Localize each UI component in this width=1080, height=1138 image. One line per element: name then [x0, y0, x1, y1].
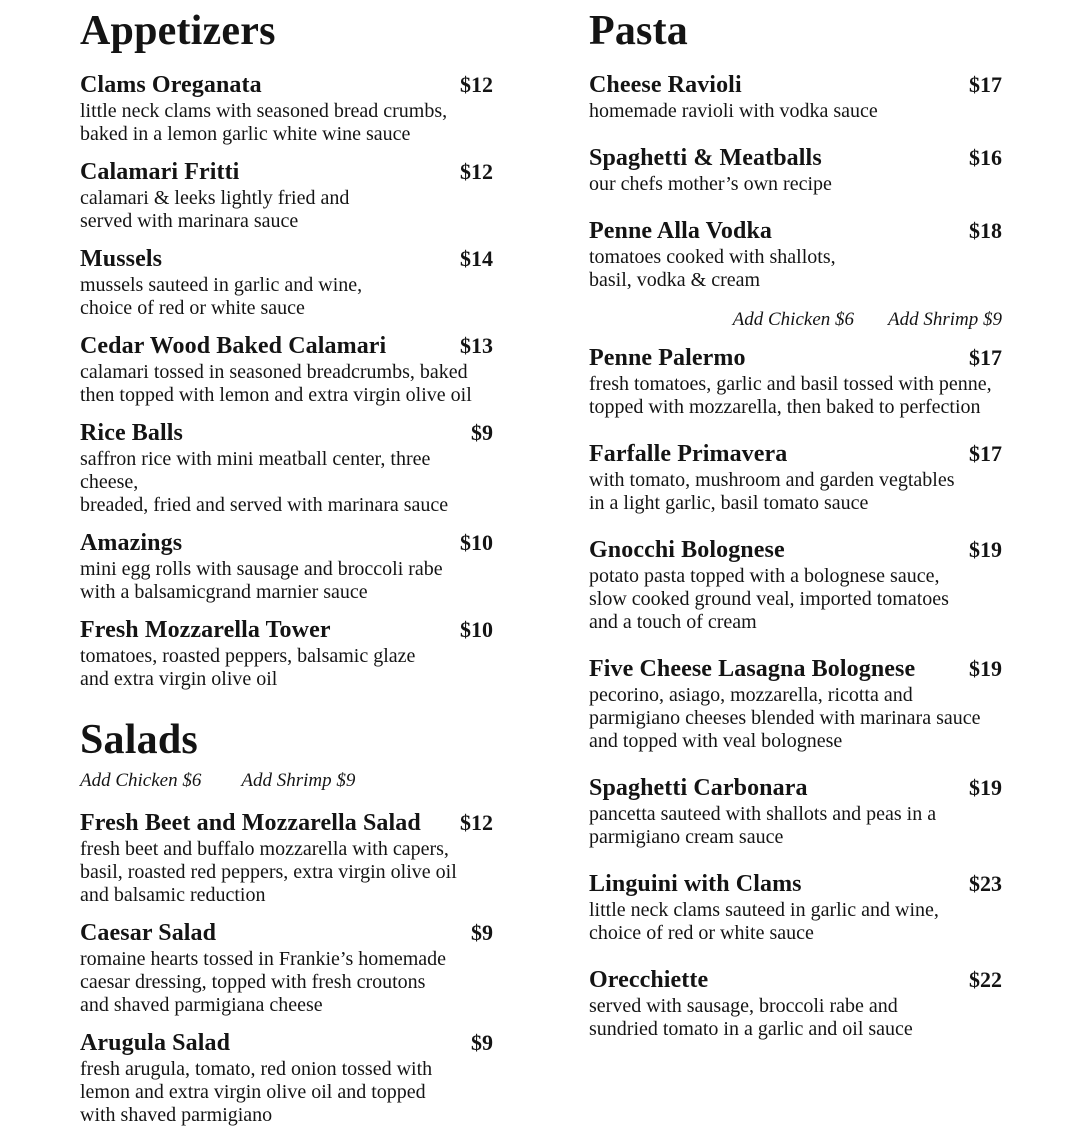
section-title: Salads	[80, 716, 198, 763]
menu-item-header	[589, 535, 1002, 565]
menu-item-description-line: mussels sauteed in garlic and wine,	[80, 273, 363, 296]
menu-item-arugula-salad	[80, 1028, 493, 1127]
menu-item-description-line: calamari tossed in seasoned breadcrumbs, baked	[80, 360, 468, 383]
menu-item-name: Spaghetti Carbonara	[589, 774, 808, 801]
menu-item-header	[80, 808, 493, 838]
menu-item-description	[589, 899, 1002, 945]
addons-note	[589, 308, 1002, 331]
menu-item-price: $10	[460, 616, 493, 642]
menu-item-description-line: parmigiano cheeses blended with marinara sauce	[589, 706, 981, 729]
menu-item-description-line: choice of red or white sauce	[80, 296, 305, 319]
menu-item-rice-balls	[80, 418, 493, 517]
menu-item-description-line: tomatoes cooked with shallots,	[589, 245, 836, 268]
menu-item-header	[80, 918, 493, 948]
menu-item-price: $17	[969, 71, 1002, 97]
addons-note-part: Add Chicken $6	[732, 308, 854, 330]
menu-item-linguini-with-clams	[589, 869, 1002, 945]
menu-item-header	[589, 439, 1002, 469]
menu-item-description-line: and a touch of cream	[589, 610, 757, 633]
menu-item-clams-oreganata	[80, 70, 493, 146]
menu-item-name: Arugula Salad	[80, 1029, 231, 1056]
menu-item-description-line: mini egg rolls with sausage and broccoli rabe	[80, 557, 443, 580]
menu-item-description-line: choice of red or white sauce	[589, 921, 814, 944]
menu-item-description-line: romaine hearts tossed in Frankie’s homemade	[80, 947, 447, 970]
menu-item-description	[589, 995, 1002, 1041]
menu-item-description-line: potato pasta topped with a bolognese sauce,	[589, 564, 940, 587]
menu-item-description-line: caesar dressing, topped with fresh croutons	[80, 970, 426, 993]
menu-item-header	[80, 528, 493, 558]
menu-item-header	[80, 615, 493, 645]
menu-item-description	[80, 948, 493, 1017]
menu-item-description-line: served with sausage, broccoli rabe and	[589, 994, 898, 1017]
menu-item-penne-palermo	[589, 343, 1002, 419]
section-salads	[80, 717, 493, 1127]
menu-item-description	[589, 469, 1002, 515]
menu-item-price: $12	[460, 71, 493, 97]
menu-item-price: $22	[969, 966, 1002, 992]
menu-item-description	[80, 274, 493, 320]
menu-item-header	[80, 418, 493, 448]
menu-item-gnocchi-bolognese	[589, 535, 1002, 634]
section-appetizers	[80, 8, 493, 691]
menu-item-description	[589, 246, 1002, 292]
menu-item-name: Gnocchi Bolognese	[589, 536, 785, 563]
menu-item-name: Cedar Wood Baked Calamari	[80, 332, 387, 359]
menu-item-description	[80, 448, 493, 517]
menu-item-price: $17	[969, 344, 1002, 370]
menu-item-description-line: with tomato, mushroom and garden vegtables	[589, 468, 955, 491]
menu-item-name: Orecchiette	[589, 966, 709, 993]
menu-item-farfalle-primavera	[589, 439, 1002, 515]
menu-item-description-line: with a balsamicgrand marnier sauce	[80, 580, 368, 603]
menu-item-description-line: topped with mozzarella, then baked to perfection	[589, 395, 981, 418]
section-pasta	[589, 8, 1002, 1041]
menu-item-description-line: homemade ravioli with vodka sauce	[589, 99, 878, 122]
menu-item-penne-alla-vodka	[589, 216, 1002, 292]
menu-item-spaghetti-carbonara	[589, 773, 1002, 849]
menu-item-name: Caesar Salad	[80, 919, 217, 946]
menu-item-cedar-wood-baked-calamari	[80, 331, 493, 407]
menu-item-price: $14	[460, 245, 493, 271]
addons-note-part: Add Chicken $6	[80, 769, 202, 791]
menu-item-price: $9	[471, 419, 493, 445]
menu-item-name: Farfalle Primavera	[589, 440, 788, 467]
menu-item-name: Spaghetti & Meatballs	[589, 144, 822, 171]
menu-item-description-line: little neck clams with seasoned bread crumbs,	[80, 99, 448, 122]
menu-item-price: $19	[969, 655, 1002, 681]
addons-note	[80, 769, 493, 792]
menu-item-header	[80, 244, 493, 274]
menu-item-price: $16	[969, 144, 1002, 170]
menu-item-description-line: basil, roasted red peppers, extra virgin olive oil	[80, 860, 457, 883]
menu-item-name: Five Cheese Lasagna Bolognese	[589, 655, 916, 682]
menu-item-price: $12	[460, 158, 493, 184]
menu-item-description-line: and balsamic reduction	[80, 883, 266, 906]
menu-item-name: Amazings	[80, 529, 183, 556]
menu-item-name: Cheese Ravioli	[589, 71, 742, 98]
menu-item-header	[589, 343, 1002, 373]
menu-item-description-line: with shaved parmigiano	[80, 1103, 273, 1126]
addons-note-part: Add Shrimp $9	[241, 769, 356, 791]
menu-item-name: Penne Alla Vodka	[589, 217, 772, 244]
menu-item-description	[589, 373, 1002, 419]
menu-item-description-line: and topped with veal bolognese	[589, 729, 843, 752]
menu-item-description-line: fresh tomatoes, garlic and basil tossed with penne,	[589, 372, 992, 395]
menu-item-description	[80, 1058, 493, 1127]
menu-item-description-line: little neck clams sauteed in garlic and wine,	[589, 898, 939, 921]
menu-item-price: $9	[471, 1029, 493, 1055]
menu-item-description-line: lemon and extra virgin olive oil and topped	[80, 1080, 426, 1103]
menu-item-price: $10	[460, 529, 493, 555]
menu-item-caesar-salad	[80, 918, 493, 1017]
menu-item-description-line: our chefs mother’s own recipe	[589, 172, 832, 195]
menu-item-name: Fresh Beet and Mozzarella Salad	[80, 809, 421, 836]
menu-item-price: $9	[471, 919, 493, 945]
menu-item-amazings	[80, 528, 493, 604]
menu-item-description-line: slow cooked ground veal, imported tomatoes	[589, 587, 949, 610]
menu-item-header	[80, 157, 493, 187]
menu-column-2	[589, 8, 1002, 1061]
menu-columns	[80, 8, 1002, 1138]
menu-item-description-line: fresh arugula, tomato, red onion tossed with	[80, 1057, 433, 1080]
menu-item-price: $18	[969, 217, 1002, 243]
menu-item-header	[80, 331, 493, 361]
menu-item-name: Calamari Fritti	[80, 158, 240, 185]
menu-item-description-line: in a light garlic, basil tomato sauce	[589, 491, 869, 514]
menu-item-spaghetti-meatballs	[589, 143, 1002, 196]
menu-item-price: $19	[969, 536, 1002, 562]
menu-item-price: $13	[460, 332, 493, 358]
menu-item-description	[80, 100, 493, 146]
menu-item-description	[589, 684, 1002, 753]
menu-item-name: Fresh Mozzarella Tower	[80, 616, 331, 643]
menu-item-header	[589, 143, 1002, 173]
menu-item-header	[80, 1028, 493, 1058]
menu-item-description-line: saffron rice with mini meatball center, three cheese,	[80, 447, 431, 493]
section-title: Appetizers	[80, 8, 276, 54]
menu-item-description-line: and shaved parmigiana cheese	[80, 993, 323, 1016]
menu-item-description-line: then topped with lemon and extra virgin olive oil	[80, 383, 472, 406]
section-title: Pasta	[589, 8, 688, 54]
menu-item-calamari-fritti	[80, 157, 493, 233]
menu-item-description	[80, 558, 493, 604]
menu-item-description-line: breaded, fried and served with marinara sauce	[80, 493, 449, 516]
menu-item-name: Mussels	[80, 245, 163, 272]
menu-item-fresh-mozzarella-tower	[80, 615, 493, 691]
menu-item-description-line: tomatoes, roasted peppers, balsamic glaze	[80, 644, 416, 667]
menu-item-header	[589, 965, 1002, 995]
menu-item-orecchiette	[589, 965, 1002, 1041]
menu-item-mussels	[80, 244, 493, 320]
addons-note-part: Add Shrimp $9	[888, 308, 1002, 330]
menu-item-header	[80, 70, 493, 100]
menu-item-description	[589, 100, 1002, 123]
menu-item-description	[589, 803, 1002, 849]
menu-item-description	[80, 361, 493, 407]
menu-item-description	[589, 565, 1002, 634]
menu-item-description-line: pecorino, asiago, mozzarella, ricotta and	[589, 683, 913, 706]
menu-item-price: $19	[969, 774, 1002, 800]
menu-item-name: Penne Palermo	[589, 344, 746, 371]
menu-item-description-line: baked in a lemon garlic white wine sauce	[80, 122, 411, 145]
menu-item-name: Linguini with Clams	[589, 870, 802, 897]
menu-item-name: Clams Oreganata	[80, 71, 262, 98]
menu-item-description-line: sundried tomato in a garlic and oil sauce	[589, 1017, 913, 1040]
menu-item-header	[589, 654, 1002, 684]
menu-item-header	[589, 773, 1002, 803]
menu-item-price: $23	[969, 870, 1002, 896]
menu-item-header	[589, 70, 1002, 100]
menu-item-description-line: served with marinara sauce	[80, 209, 299, 232]
menu-item-price: $17	[969, 440, 1002, 466]
menu-item-description	[80, 645, 493, 691]
menu-item-cheese-ravioli	[589, 70, 1002, 123]
menu-item-header	[589, 869, 1002, 899]
menu-item-description	[80, 187, 493, 233]
menu-item-description-line: and extra virgin olive oil	[80, 667, 278, 690]
menu-item-price: $12	[460, 809, 493, 835]
menu-item-name: Rice Balls	[80, 419, 183, 446]
menu-item-five-cheese-lasagna-bolognese	[589, 654, 1002, 753]
menu-item-description-line: parmigiano cream sauce	[589, 825, 784, 848]
menu-item-description-line: calamari & leeks lightly fried and	[80, 186, 350, 209]
menu-item-description-line: pancetta sauteed with shallots and peas in a	[589, 802, 937, 825]
menu-item-header	[589, 216, 1002, 246]
menu-item-description-line: fresh beet and buffalo mozzarella with capers,	[80, 837, 449, 860]
menu-column-1	[80, 8, 493, 1138]
menu-item-description	[80, 838, 493, 907]
menu-item-description	[589, 173, 1002, 196]
menu-item-description-line: basil, vodka & cream	[589, 268, 761, 291]
menu-item-fresh-beet-and-mozzarella-salad	[80, 808, 493, 907]
